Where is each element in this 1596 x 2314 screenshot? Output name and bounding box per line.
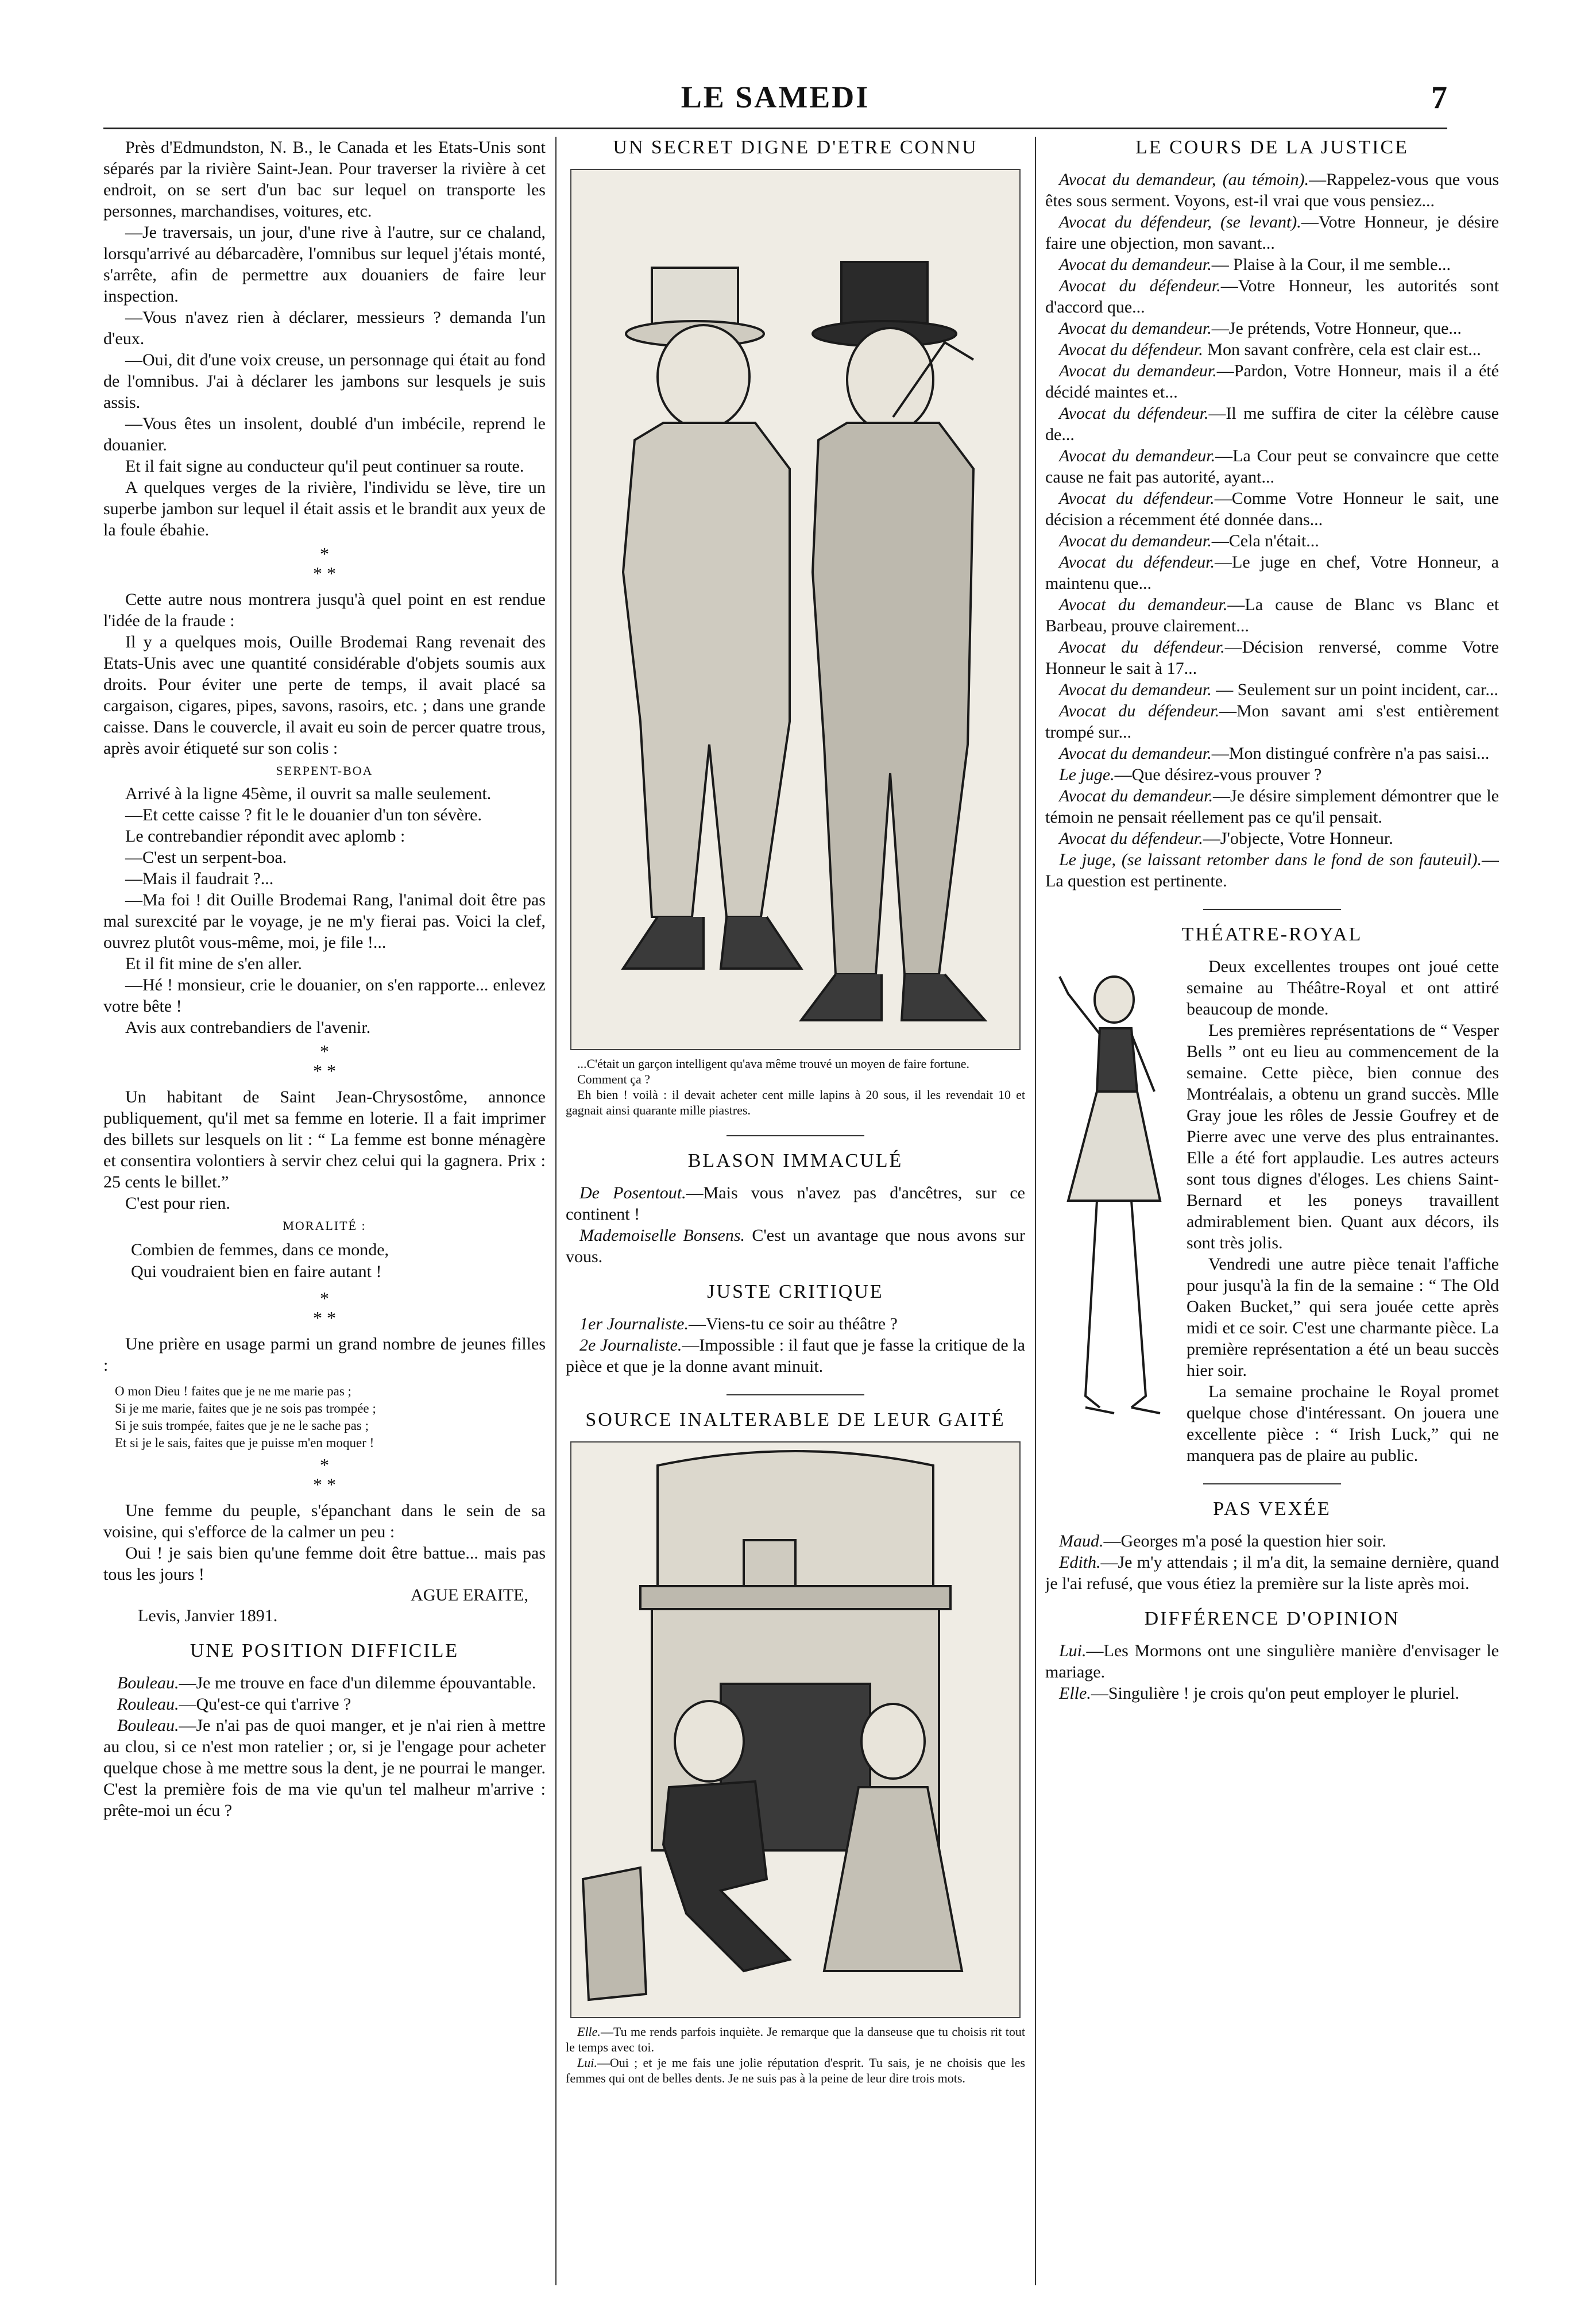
speech: —La cause de Blanc vs Blanc et Barbeau, prouve clairement... xyxy=(1045,595,1499,635)
dialogue-line xyxy=(566,1313,1025,1335)
paragraph: Une prière en usage parmi un grand nombre de jeunes filles : xyxy=(103,1335,546,1375)
section-title: UNE POSITION DIFFICILE xyxy=(190,1640,459,1661)
speech: —Mais vous n'avez pas d'ancêtres, sur ce continent ! xyxy=(566,1183,1025,1224)
speaker: Lui. xyxy=(1059,1641,1087,1660)
paragraph: Une femme du peuple, s'épanchant dans le sein de sa voisine, qui s'efforce de la calmer un peu : xyxy=(103,1501,546,1541)
speaker: Bouleau. xyxy=(117,1716,179,1735)
paragraph: Vendredi une autre pièce tenait l'affiche pour jusqu'à la fin de la semaine : “ The Old Oaken Bucket,” qui sera jouée cette après midi et ce soir. C'est une charmante pièce. La première représentation a été un beau succès hier soir. xyxy=(1187,1255,1499,1380)
speech: —Mon savant ami s'est entièrement trompé sur... xyxy=(1045,701,1499,742)
dateline: Levis, Janvier 1891. xyxy=(138,1606,278,1625)
speaker: Bouleau. xyxy=(117,1673,179,1692)
dialogue-line xyxy=(1045,828,1499,849)
speaker: Avocat du défendeur. xyxy=(1059,829,1203,848)
signature: AGUE ERAITE, xyxy=(411,1586,528,1605)
caption-line: Eh bien ! voilà : il devait acheter cent mille lapins à 20 sous, il les revendait 10 et gagnait ainsi quarante mille piastres. xyxy=(566,1087,1025,1117)
speech: —Impossible : il faut que je fasse la critique de la pièce et que je la donne avant minuit. xyxy=(566,1336,1025,1376)
speech: —Cela n'était... xyxy=(1211,531,1319,550)
divider xyxy=(1203,1483,1341,1484)
parcel-label: SERPENT-BOA xyxy=(276,763,373,778)
paragraph: Et il fait signe au conducteur qu'il peut continuer sa route. xyxy=(125,457,524,476)
two-men-illustration xyxy=(570,169,1021,1050)
speaker: Rouleau. xyxy=(117,1695,179,1714)
speaker: Avocat du demandeur. xyxy=(1059,786,1214,805)
paragraph: —Vous n'avez rien à déclarer, messieurs ? demanda l'un d'eux. xyxy=(103,308,546,348)
dialogue-line xyxy=(566,1335,1025,1377)
speech: —Singulière ! je crois qu'on peut employer le pluriel. xyxy=(1091,1684,1459,1703)
speaker: Avocat du défendeur. xyxy=(1059,276,1221,295)
critique-dialogue xyxy=(566,1313,1025,1377)
dialogue-line xyxy=(1045,551,1499,594)
speaker: Avocat du demandeur. xyxy=(1059,531,1212,550)
column-rule-1 xyxy=(555,137,557,2285)
speech: —Qu'est-ce qui t'arrive ? xyxy=(179,1695,351,1714)
speaker: Avocat du demandeur. xyxy=(1059,361,1217,380)
speech: C'est un avantage que nous avons sur vous. xyxy=(566,1226,1025,1266)
dancer-illustration xyxy=(1045,959,1177,1471)
dialogue-line xyxy=(1045,211,1499,254)
prayer-line: Si je suis trompée, faites que je ne le sache pas ; xyxy=(115,1418,369,1433)
dialogue-line xyxy=(1045,1683,1499,1704)
newspaper-title: LE SAMEDI xyxy=(681,80,870,114)
speaker: Avocat du défendeur. xyxy=(1059,638,1225,657)
paragraph: Cette autre nous montrera jusqu'à quel point en est rendue l'idée de la fraude : xyxy=(103,590,546,630)
column-rule-2 xyxy=(1035,137,1036,2285)
header-rule xyxy=(103,128,1447,129)
speech: —Je prétends, Votre Honneur, que... xyxy=(1211,319,1462,338)
speaker: Avocat du défendeur. xyxy=(1059,489,1215,508)
section-title: THÉATRE-ROYAL xyxy=(1181,924,1363,945)
speech: —Que désirez-vous prouver ? xyxy=(1114,765,1322,784)
speaker: Avocat du demandeur. xyxy=(1059,319,1212,338)
speech: —Je m'y attendais ; il m'a dit, la semaine dernière, quand je l'ai refusé, que vous étiez la première sur la liste après moi. xyxy=(1045,1553,1499,1593)
caption-line xyxy=(566,2055,1025,2086)
speaker: Le juge. xyxy=(1059,765,1115,784)
dialogue-line xyxy=(566,1225,1025,1267)
asterism: * * * xyxy=(313,543,336,584)
section-title: DIFFÉRENCE D'OPINION xyxy=(1144,1608,1400,1629)
left-column xyxy=(103,137,546,2285)
speaker: Le juge, (se laissant retomber dans le fond de son fauteuil). xyxy=(1059,850,1482,869)
paragraph: —Mais il faudrait ?... xyxy=(125,869,274,888)
dialogue-line xyxy=(1045,1640,1499,1683)
paragraph: —Et cette caisse ? fit le le douanier d'un ton sévère. xyxy=(125,805,482,824)
dialogue-line xyxy=(1045,339,1499,360)
paragraph: —C'est un serpent-boa. xyxy=(125,848,287,867)
speaker: Avocat du demandeur. xyxy=(1059,680,1212,699)
caption-line xyxy=(566,2024,1025,2055)
section-title: PAS VEXÉE xyxy=(1213,1498,1331,1519)
speaker: Avocat du demandeur. xyxy=(1059,446,1216,465)
right-column xyxy=(1045,137,1499,2285)
speech: —Georges m'a posé la question hier soir. xyxy=(1103,1532,1386,1551)
caption-line: Comment ça ? xyxy=(577,1072,651,1086)
prayer-story xyxy=(103,1333,546,1452)
divider xyxy=(726,1135,864,1136)
section-title: JUSTE CRITIQUE xyxy=(707,1281,884,1302)
section-title: BLASON IMMACULÉ xyxy=(687,1150,903,1171)
paragraph: —Je traversais, un jour, d'une rive à l'autre, sur ce chaland, lorsqu'arrivé au débarcadère, l'omnibus sur lequel j'étais monté, s'arrête, afin de permettre aux douaniers de faire leur inspection. xyxy=(103,223,546,306)
speech: —Votre Honneur, les autorités sont d'accord que... xyxy=(1045,276,1499,317)
speech: —Comme Votre Honneur le sait, une décision a récemment été donnée dans... xyxy=(1045,489,1499,529)
speech: —Le juge en chef, Votre Honneur, a maintenu que... xyxy=(1045,553,1499,593)
speaker: Maud. xyxy=(1059,1532,1104,1551)
paragraph: A quelques verges de la rivière, l'individu se lève, tire un superbe jambon sur lequel il était assis et le brandit aux yeux de la foule ébahie. xyxy=(103,478,546,539)
speech: —J'objecte, Votre Honneur. xyxy=(1203,829,1393,848)
dialogue-line xyxy=(1045,594,1499,637)
paragraph: —Hé ! monsieur, crie le douanier, on s'en rapporte... enlevez votre bête ! xyxy=(103,975,546,1016)
paragraph: Il y a quelques mois, Ouille Brodemai Rang revenait des Etats-Unis avec une quantité considérable d'objets soumis aux droits. Pour éviter une perte de temps, il avait placé sa cargaison, cigares, pipes, savons, rasoirs, etc. ; dans une grande caisse. Dans le couvercle, il avait eu soin de percer quatre trous, après avoir étiqueté sur son colis : xyxy=(103,633,546,758)
speaker: Avocat du défendeur. xyxy=(1059,553,1215,572)
vexee-dialogue xyxy=(1045,1530,1499,1594)
speech: —Tu me rends parfois inquiète. Je remarque que la danseuse que tu choisis rit tout le temps avec toi. xyxy=(566,2024,1025,2054)
dialogue-line xyxy=(1045,445,1499,488)
dialogue-line xyxy=(1045,743,1499,764)
paragraph: Le contrebandier répondit avec aplomb : xyxy=(125,827,405,846)
paragraph: Les premières représentations de “ Vesper Bells ” ont eu lieu au commencement de la semaine. Cette pièce, bien connue des Montréalais, a obtenu un grand succès. Mlle Gray joue les rôles de Jessie Goufrey et de Pierre avec une verve des plus entrainantes. Elle a été fort applaudie. Les autres acteurs sont tous dignes d'éloges. Les chiens Saint-Bernard et les poneys travaillent admirablement bien. Quant aux décors, ils sont très jolis. xyxy=(1187,1021,1499,1252)
paragraph: —Ma foi ! dit Ouille Brodemai Rang, l'animal doit être pas mal surexcité par le voyage, je ne m'y fierai pas. Voici la clef, ouvrez plutôt vous-même, moi, je file !... xyxy=(103,890,546,952)
dialogue-line xyxy=(1045,403,1499,445)
speech: —Les Mormons ont une singulière manière d'envisager le mariage. xyxy=(1045,1641,1499,1681)
position-dialogue xyxy=(103,1672,546,1821)
speech: —Pardon, Votre Honneur, mais il a été décidé maintes et... xyxy=(1045,361,1499,402)
speaker: Avocat du défendeur, (se levant). xyxy=(1059,213,1301,232)
speech: — Plaise à la Cour, il me semble... xyxy=(1211,255,1451,274)
paragraph: Oui ! je sais bien qu'une femme doit être battue... mais pas tous les jours ! xyxy=(103,1544,546,1584)
dialogue-line xyxy=(103,1694,546,1715)
paragraph: Deux excellentes troupes ont joué cette semaine au Théâtre-Royal et ont attiré beaucoup de monde. xyxy=(1187,957,1499,1019)
asterism: * * * xyxy=(313,1288,336,1328)
edmundston-story xyxy=(103,137,546,541)
asterism: * * * xyxy=(313,1041,336,1081)
moralite-label: MORALITÉ : xyxy=(283,1218,366,1233)
paragraph: C'est pour rien. xyxy=(125,1194,230,1213)
middle-column xyxy=(566,137,1025,2285)
dialogue-line xyxy=(1045,785,1499,828)
dialogue-line xyxy=(1045,318,1499,339)
speaker: Elle. xyxy=(1059,1684,1091,1703)
fraud-story xyxy=(103,589,546,1038)
secret-caption xyxy=(566,1056,1025,1118)
dialogue-line xyxy=(1045,488,1499,530)
speaker: Elle. xyxy=(577,2024,601,2039)
speech: —Je me trouve en face d'un dilemme épouvantable. xyxy=(179,1673,536,1692)
speaker: Avocat du demandeur, (au témoin). xyxy=(1059,170,1309,189)
verse-line: Combien de femmes, dans ce monde, xyxy=(131,1240,389,1259)
verse-line: Qui voudraient bien en faire autant ! xyxy=(131,1262,382,1281)
difference-dialogue xyxy=(1045,1640,1499,1704)
source-caption xyxy=(566,2024,1025,2086)
prayer-line: Et si je le sais, faites que je puisse m'en moquer ! xyxy=(115,1436,374,1450)
dialogue-line xyxy=(1045,169,1499,211)
speech: —Rappelez-vous que vous êtes sous serment. Voyons, est-il vrai que vous pensiez... xyxy=(1045,170,1499,210)
speaker: Avocat du défendeur. xyxy=(1059,404,1209,423)
paragraph: —Oui, dit d'une voix creuse, un personnage qui était au fond de l'omnibus. J'ai à déclarer les jambons sur lesquels je suis assis. xyxy=(103,350,546,412)
speech: —Viens-tu ce soir au théâtre ? xyxy=(688,1314,898,1333)
speech: —Votre Honneur, je désire faire une objection, mon savant... xyxy=(1045,213,1499,253)
dialogue-line xyxy=(1045,700,1499,743)
paragraph: Avis aux contrebandiers de l'avenir. xyxy=(125,1018,371,1037)
fireplace-couple-illustration xyxy=(570,1441,1021,2018)
dialogue-line xyxy=(1045,679,1499,700)
paragraph: Près d'Edmundston, N. B., le Canada et les Etats-Unis sont séparés par la rivière Saint-Jean. Pour traverser la rivière à cet endroit, on se sert d'un bac sur lequel on transporte les personnes, marchandises, voitures, etc. xyxy=(103,138,546,221)
paragraph: La semaine prochaine le Royal promet quelque chose d'intéressant. On jouera une excellente pièce : “ Irish Luck,” qui ne manquera pas de plaire au public. xyxy=(1187,1382,1499,1465)
speaker: 1er Journaliste. xyxy=(579,1314,689,1333)
dialogue-line xyxy=(103,1672,546,1694)
dialogue-line xyxy=(566,1182,1025,1225)
speaker: Mademoiselle Bonsens. xyxy=(579,1226,745,1245)
speech: Mon savant confrère, cela est clair est... xyxy=(1203,340,1481,359)
dialogue-line xyxy=(1045,637,1499,679)
section-title: SOURCE INALTERABLE DE LEUR GAITÉ xyxy=(585,1409,1006,1430)
dialogue-line xyxy=(1045,764,1499,785)
caption-line: ...C'était un garçon intelligent qu'ava même trouvé un moyen de faire fortune. xyxy=(577,1056,969,1071)
dialogue-line xyxy=(1045,849,1499,892)
masthead xyxy=(103,79,1447,131)
prayer-line: Si je me marie, faites que je ne sois pas trompée ; xyxy=(115,1401,376,1416)
paragraph: Arrivé à la ligne 45ème, il ouvrit sa malle seulement. xyxy=(125,784,492,803)
speech: —Décision renversé, comme Votre Honneur le sait à 17... xyxy=(1045,638,1499,678)
speech: —La Cour peut se convaincre que cette cause ne fait pas autorité, ayant... xyxy=(1045,446,1499,487)
divider xyxy=(726,1394,864,1395)
speech: — Seulement sur un point incident, car... xyxy=(1211,680,1498,699)
dialogue-line xyxy=(1045,275,1499,318)
asterism: * * * xyxy=(313,1455,336,1495)
dialogue-line xyxy=(1045,360,1499,403)
theatre-review xyxy=(1045,956,1499,1466)
speech: —Mon distingué confrère n'a pas saisi... xyxy=(1211,744,1490,763)
page-number: 7 xyxy=(1431,80,1447,115)
dialogue-line xyxy=(1045,530,1499,551)
speaker: Avocat du demandeur. xyxy=(1059,595,1228,614)
cours-dialogue xyxy=(1045,169,1499,892)
speaker: Avocat du demandeur. xyxy=(1059,255,1212,274)
prayer-verse xyxy=(103,1383,546,1452)
paragraph: —Vous êtes un insolent, doublé d'un imbécile, reprend le douanier. xyxy=(103,414,546,454)
speaker: De Posentout. xyxy=(579,1183,686,1202)
section-title: LE COURS DE LA JUSTICE xyxy=(1135,137,1409,158)
paragraph: Un habitant de Saint Jean-Chrysostôme, annonce publiquement, qu'il met sa femme en loterie. Il a fait imprimer des billets sur lesquels on lit : “ La femme est bonne ménagère et consentira volontiers à servir chez celui qui la gagnera. Prix : 25 cents le billet.” xyxy=(103,1087,546,1191)
prayer-line: O mon Dieu ! faites que je ne me marie pas ; xyxy=(115,1384,351,1398)
speech: —Je n'ai pas de quoi manger, et je n'ai rien à mettre au clou, si ce n'est mon ratelier ; or, si je l'engage pour acheter quelque chose à me mettre sous la dent, je ne pourrai le manger. C'est la première fois de ma vie qu'un tel malheur m'arrive : prête-moi un écu ? xyxy=(103,1716,546,1820)
speech: —Je désire simplement démontrer que le témoin ne pensait réellement pas ce qu'il pensait. xyxy=(1045,786,1499,827)
section-title: UN SECRET DIGNE D'ETRE CONNU xyxy=(613,137,978,158)
speaker: Lui. xyxy=(577,2055,597,2070)
woman-story xyxy=(103,1500,546,1626)
blason-dialogue xyxy=(566,1182,1025,1267)
speaker: Edith. xyxy=(1059,1553,1101,1572)
dialogue-line xyxy=(1045,1552,1499,1594)
speech: —La question est pertinente. xyxy=(1045,850,1499,890)
divider xyxy=(1203,909,1341,910)
speech: —Oui ; et je me fais une jolie réputation d'esprit. Tu sais, je ne choisis que les femmes qui ont de belles dents. Je ne suis pas à la peine de leur dire trois mots. xyxy=(566,2055,1025,2085)
speech: —Il me suffira de citer la célèbre cause de... xyxy=(1045,404,1499,444)
dialogue-line xyxy=(1045,1530,1499,1552)
speaker: Avocat du défendeur. xyxy=(1059,701,1220,720)
speaker: 2e Journaliste. xyxy=(579,1336,682,1355)
paragraph: Et il fit mine de s'en aller. xyxy=(125,954,302,973)
dialogue-line xyxy=(103,1715,546,1821)
speaker: Avocat du défendeur. xyxy=(1059,340,1203,359)
dialogue-line xyxy=(1045,254,1499,275)
lottery-story xyxy=(103,1086,546,1283)
speaker: Avocat du demandeur. xyxy=(1059,744,1212,763)
